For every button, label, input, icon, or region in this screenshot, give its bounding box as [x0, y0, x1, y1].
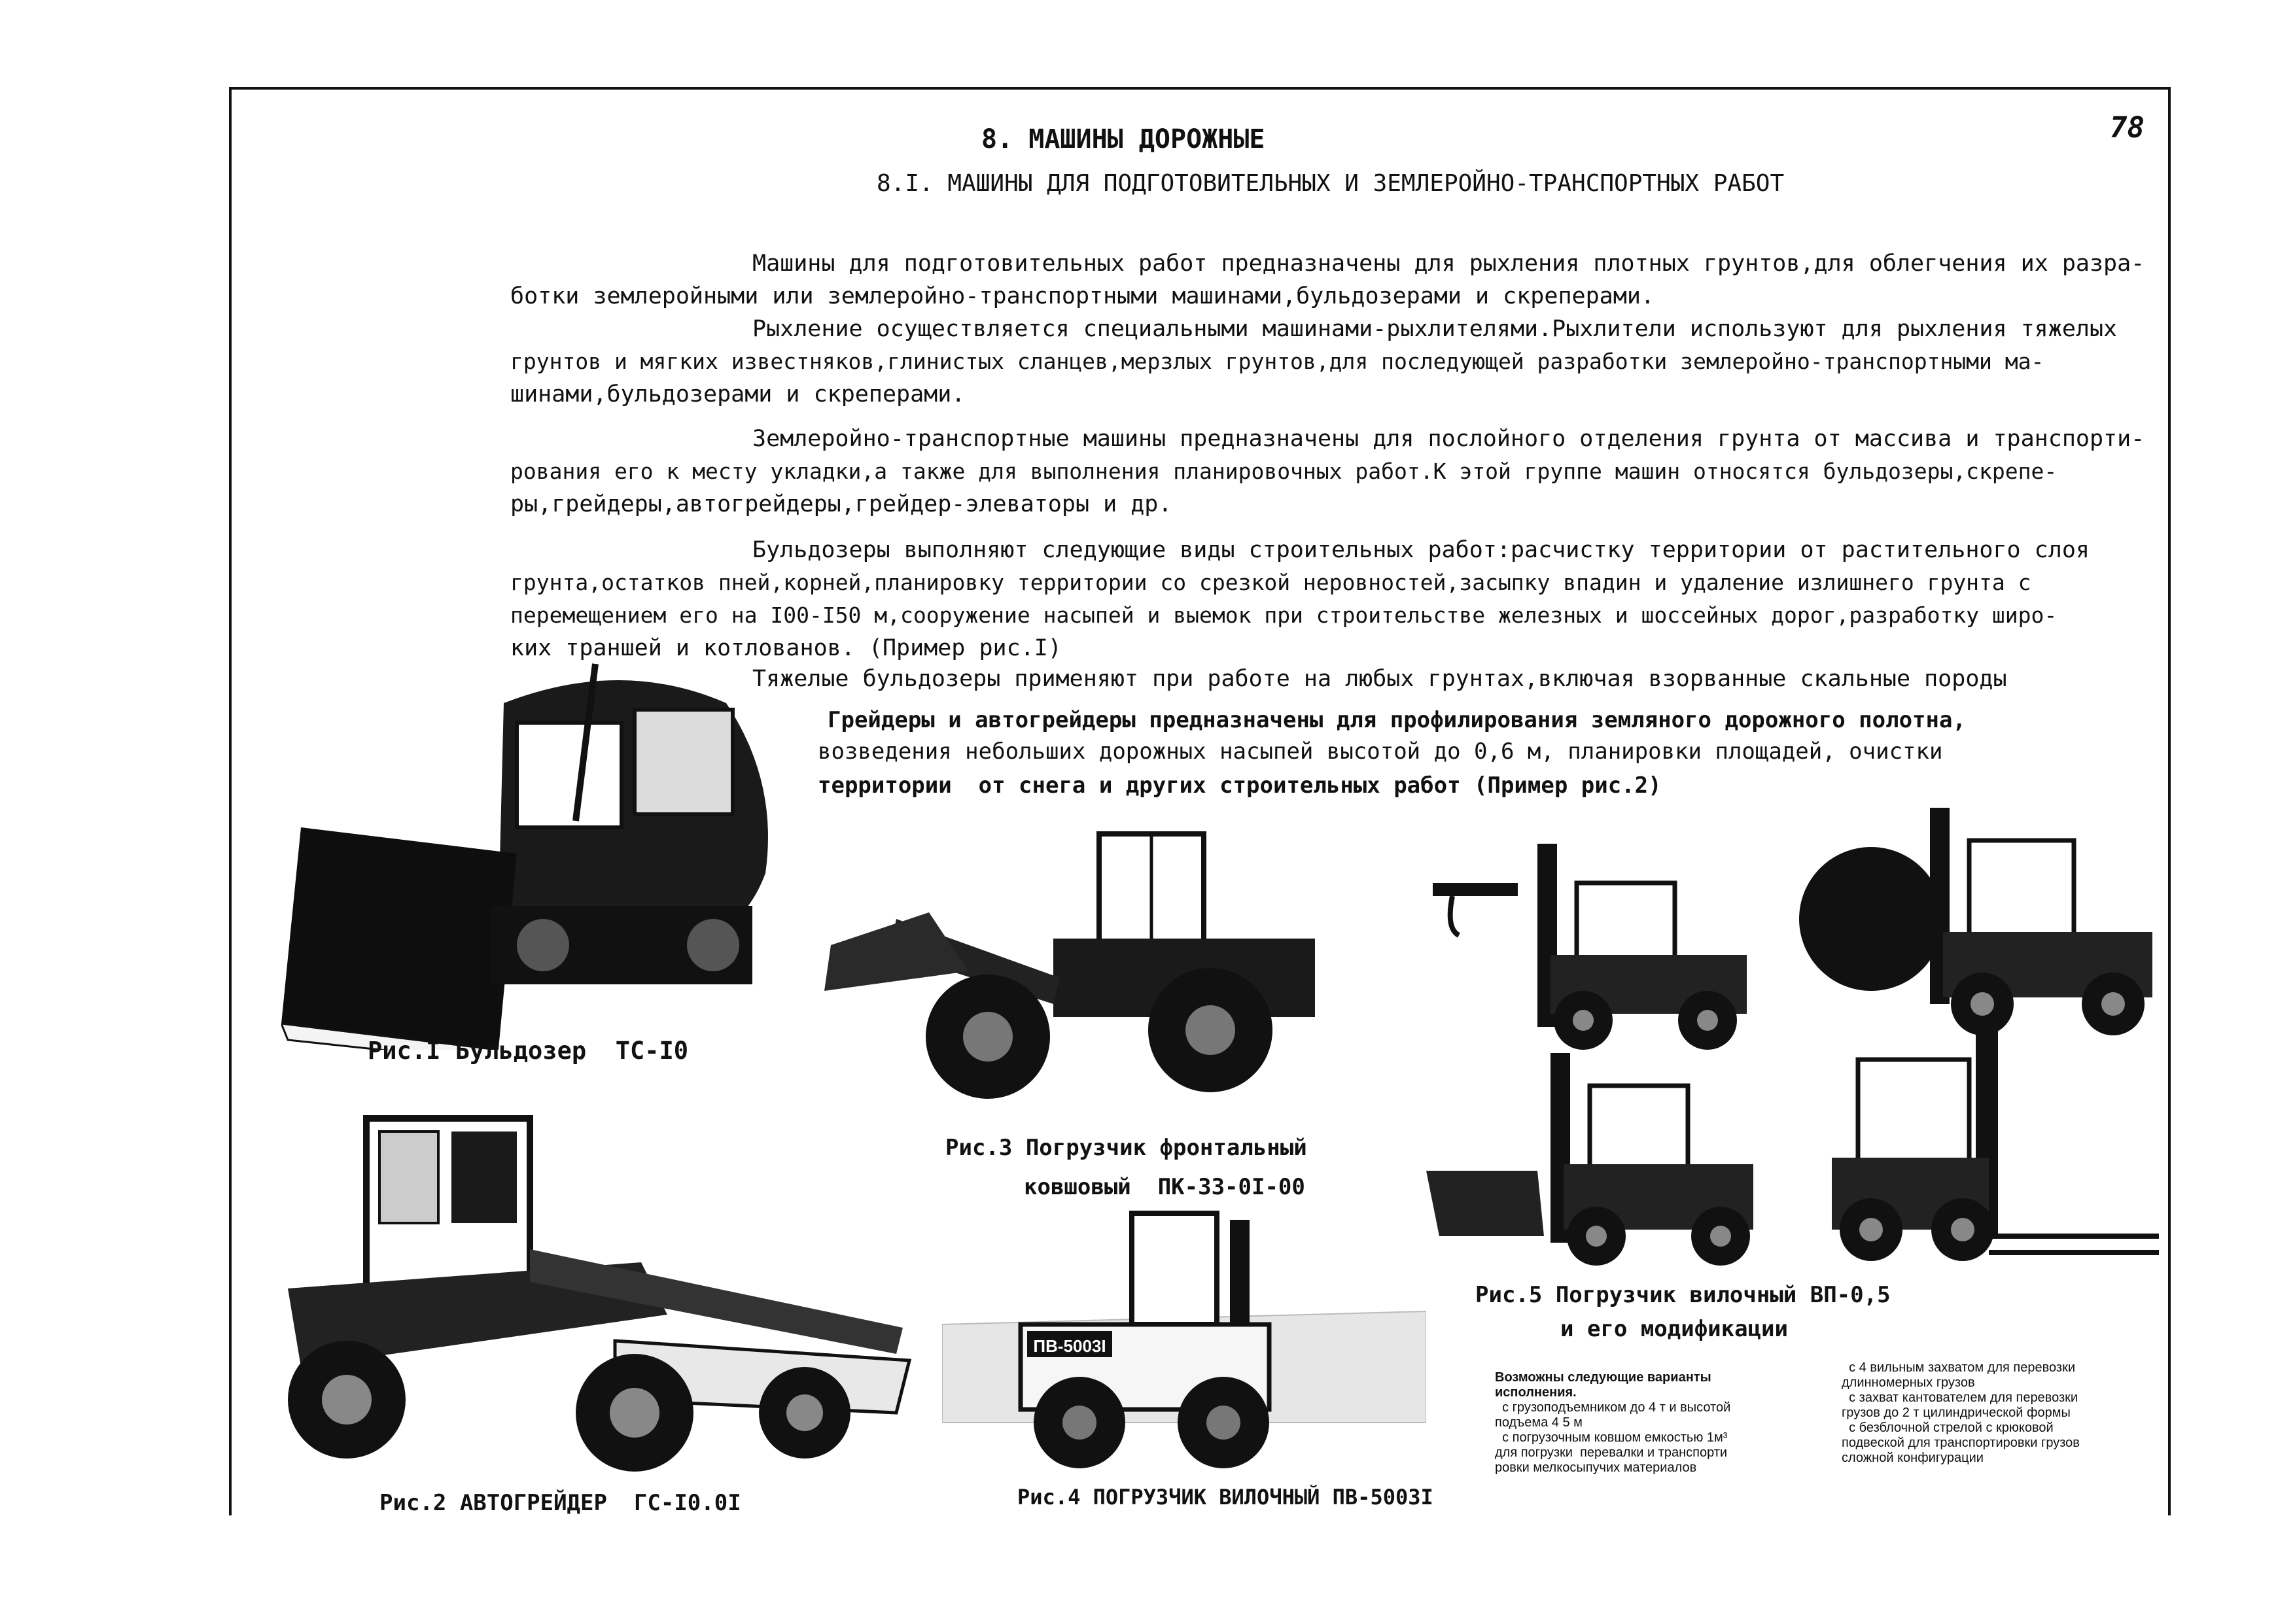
variants-right-2: с захват кантователем для перевозки — [1842, 1391, 2078, 1405]
variants-left-3: подъема 4 5 м — [1495, 1415, 1583, 1430]
variants-right-0: с 4 вильным захватом для перевозки — [1842, 1360, 2076, 1375]
figure-caption-2: Рис.2 АВТОГРЕЙДЕР ГС-I0.0I — [379, 1490, 741, 1516]
variants-left-6: ровки мелкосыпучих материалов — [1495, 1460, 1697, 1475]
variants-right-4: с безблочной стрелой с крюковой — [1842, 1421, 2054, 1435]
variants-right-3: грузов до 2 т цилиндрической формы — [1842, 1406, 2071, 1420]
text-line: возведения небольших дорожных насыпей высотой до 0,6 м, планировки площадей, очистки — [818, 738, 1943, 765]
figure-caption-4: Рис.4 ПОГРУЗЧИК ВИЛОЧНЫЙ ПВ-5003I — [1017, 1485, 1433, 1510]
bulldozer-figure — [281, 657, 792, 1050]
page-number: 78 — [2110, 111, 2145, 145]
front-loader-figure — [818, 821, 1328, 1109]
forklift-crane-variant — [1433, 844, 1760, 1053]
text-line: ры,грейдеры,автогрейдеры,грейдер-элеваторы и др. — [510, 491, 1172, 517]
figure-caption-3b: ковшовый ПК-33-0I-00 — [1024, 1174, 1305, 1200]
text-line: территории от снега и других строительных работ (Пример рис.2) — [818, 772, 1662, 799]
variants-left-4: с погрузочным ковшом емкостью 1м³ — [1495, 1430, 1728, 1445]
text-line: ких траншей и котлованов. (Пример рис.I) — [510, 635, 1062, 661]
variants-left-1: исполнения. — [1495, 1385, 1577, 1400]
variants-left-2: с грузоподъемником до 4 т и высотой — [1495, 1400, 1731, 1415]
subsection-title: 8.I. МАШИНЫ ДЛЯ ПОДГОТОВИТЕЛЬНЫХ И ЗЕМЛЕРОЙНО-ТРАНСПОРТНЫХ РАБОТ — [877, 170, 1785, 197]
forklift-pv-figure — [942, 1207, 1426, 1481]
variants-left-5: для погрузки перевалки и транспорти — [1495, 1445, 1728, 1460]
section-title: 8. МАШИНЫ ДОРОЖНЫЕ — [981, 124, 1265, 154]
vehicle-badge: ПВ-5003I — [1033, 1336, 1106, 1356]
text-line: рования его к месту укладки,а также для выполнения планировочных работ.К этой группе машин относятся бульдозеры,скрепе- — [510, 458, 2058, 484]
variants-right-5: подвеской для транспортировки грузов — [1842, 1436, 2080, 1450]
text-line: перемещением его на I00-I50 м,сооружение насыпей и выемок при строительстве железных и шоссейных дорог,разработку широ- — [510, 602, 2058, 628]
text-line: Землеройно-транспортные машины предназначены для послойного отделения грунта от массива и транспорти- — [752, 426, 2145, 452]
text-line: Тяжелые бульдозеры применяют при работе на любых грунтах,включая взорванные скальные породы — [752, 666, 2007, 692]
text-line: Машины для подготовительных работ предназначены для рыхления плотных грунтов,для облегчения их разра- — [752, 251, 2145, 277]
variants-left-0: Возможны следующие варианты — [1495, 1370, 1711, 1385]
motor-grader-figure — [249, 1105, 922, 1498]
figure-caption-1: Рис.I Бульдозер ТС-I0 — [368, 1037, 689, 1065]
forklift-fork-variant — [1819, 1020, 2159, 1282]
figure-caption-3a: Рис.3 Погрузчик фронтальный — [945, 1135, 1307, 1161]
variants-right-6: сложной конфигурации — [1842, 1451, 1984, 1465]
figure-caption-5b: и его модификации — [1560, 1316, 1788, 1342]
text-line: ботки землеройными или землеройно-транспортными машинами,бульдозерами и скреперами. — [510, 283, 1655, 309]
text-line: Грейдеры и автогрейдеры предназначены для профилирования земляного дорожного полотна, — [828, 707, 1966, 733]
text-line: Бульдозеры выполняют следующие виды строительных работ:расчистку территории от растительного слоя — [752, 537, 2090, 563]
text-line: шинами,бульдозерами и скреперами. — [510, 381, 966, 407]
text-line: грунта,остатков пней,корней,планировку территории со срезкой неровностей,засыпку впадин и удаление излишнего грунта с — [510, 570, 2031, 595]
forklift-bucket-variant — [1426, 1053, 1766, 1269]
forklift-rotator-variant — [1799, 808, 2165, 1056]
figure-caption-5a: Рис.5 Погрузчик вилочный ВП-0,5 — [1475, 1282, 1891, 1308]
text-line: Рыхление осуществляется специальными машинами-рыхлителями.Рыхлители используют для рыхления тяжелых — [752, 316, 2118, 342]
text-line: грунтов и мягких известняков,глинистых сланцев,мерзлых грунтов,для последующей разработки землеройно-транспортными ма- — [510, 349, 2044, 374]
variants-right-1: длинномерных грузов — [1842, 1375, 1975, 1390]
